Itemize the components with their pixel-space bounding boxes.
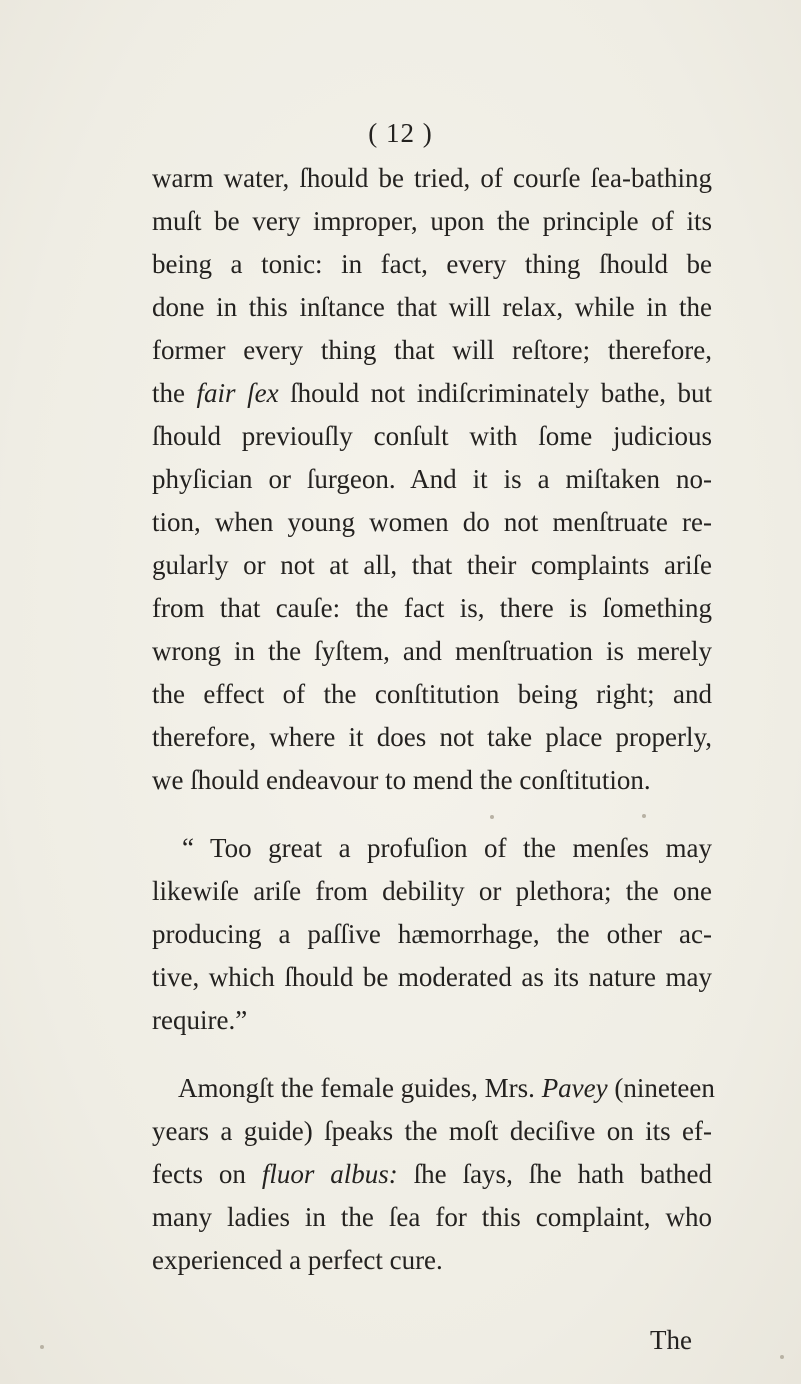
text-line: require.” (152, 1005, 248, 1035)
italic-text: fluor albus: (261, 1159, 398, 1189)
text-line: we ſhould endeavour to mend the conſtitution. (152, 765, 651, 795)
text-line: experienced a perfect cure. (152, 1245, 443, 1275)
text-line: ſhould previouſly conſult with ſome judicious (152, 421, 712, 451)
text-line: gularly or not at all, that their complaints ariſe (152, 550, 712, 580)
paper-speck (780, 1355, 784, 1359)
text-line: producing a paſſive hæmorrhage, the other ac- (152, 919, 712, 949)
text-line: being a tonic: in fact, every thing ſhould be (152, 249, 712, 279)
paper-speck (40, 1345, 44, 1349)
text-line: tive, which ſhould be moderated as its nature may (152, 962, 712, 992)
text-run: fects on (152, 1159, 262, 1189)
paper-speck (642, 814, 646, 818)
text-line: the effect of the conſtitution being right; and (152, 679, 712, 709)
italic-text: fair ſex (196, 378, 279, 408)
catchword: The (650, 1325, 692, 1355)
text-line (152, 1156, 712, 1192)
text-line: therefore, where it does not take place properly, (152, 722, 712, 752)
text-run: ſhould not indiſcriminately bathe, but (278, 378, 712, 408)
text-line (152, 375, 712, 411)
text-line: phyſician or ſurgeon. And it is a miſtaken no- (152, 464, 712, 494)
text-line (178, 1070, 715, 1106)
text-line: “ Too great a profuſion of the menſes may (182, 833, 712, 863)
text-line: wrong in the ſyſtem, and menſtruation is merely (152, 636, 712, 666)
text-line: done in this inſtance that will relax, while in the (152, 292, 712, 322)
text-line: former every thing that will reſtore; therefore, (152, 335, 712, 365)
text-line: muſt be very improper, upon the principle of its (152, 206, 712, 236)
italic-text: Pavey (541, 1073, 608, 1103)
text-line: tion, when young women do not menſtruate re- (152, 507, 712, 537)
page-number: ( 12 ) (368, 118, 433, 148)
text-line: likewiſe ariſe from debility or plethora; the one (152, 876, 712, 906)
text-line: many ladies in the ſea for this complaint, who (152, 1202, 712, 1232)
text-line: warm water, ſhould be tried, of courſe ſea-bathing (152, 163, 712, 193)
text-line: from that cauſe: the fact is, there is ſomething (152, 593, 712, 623)
text-run: (nineteen (607, 1073, 715, 1103)
paper-speck (490, 815, 494, 819)
text-run: the (152, 378, 197, 408)
text-run: ſhe ſays, ſhe hath bathed (397, 1159, 713, 1189)
text-line: years a guide) ſpeaks the moſt deciſive on its ef- (152, 1116, 712, 1146)
text-run: Amongſt the female guides, Mrs. (178, 1073, 542, 1103)
